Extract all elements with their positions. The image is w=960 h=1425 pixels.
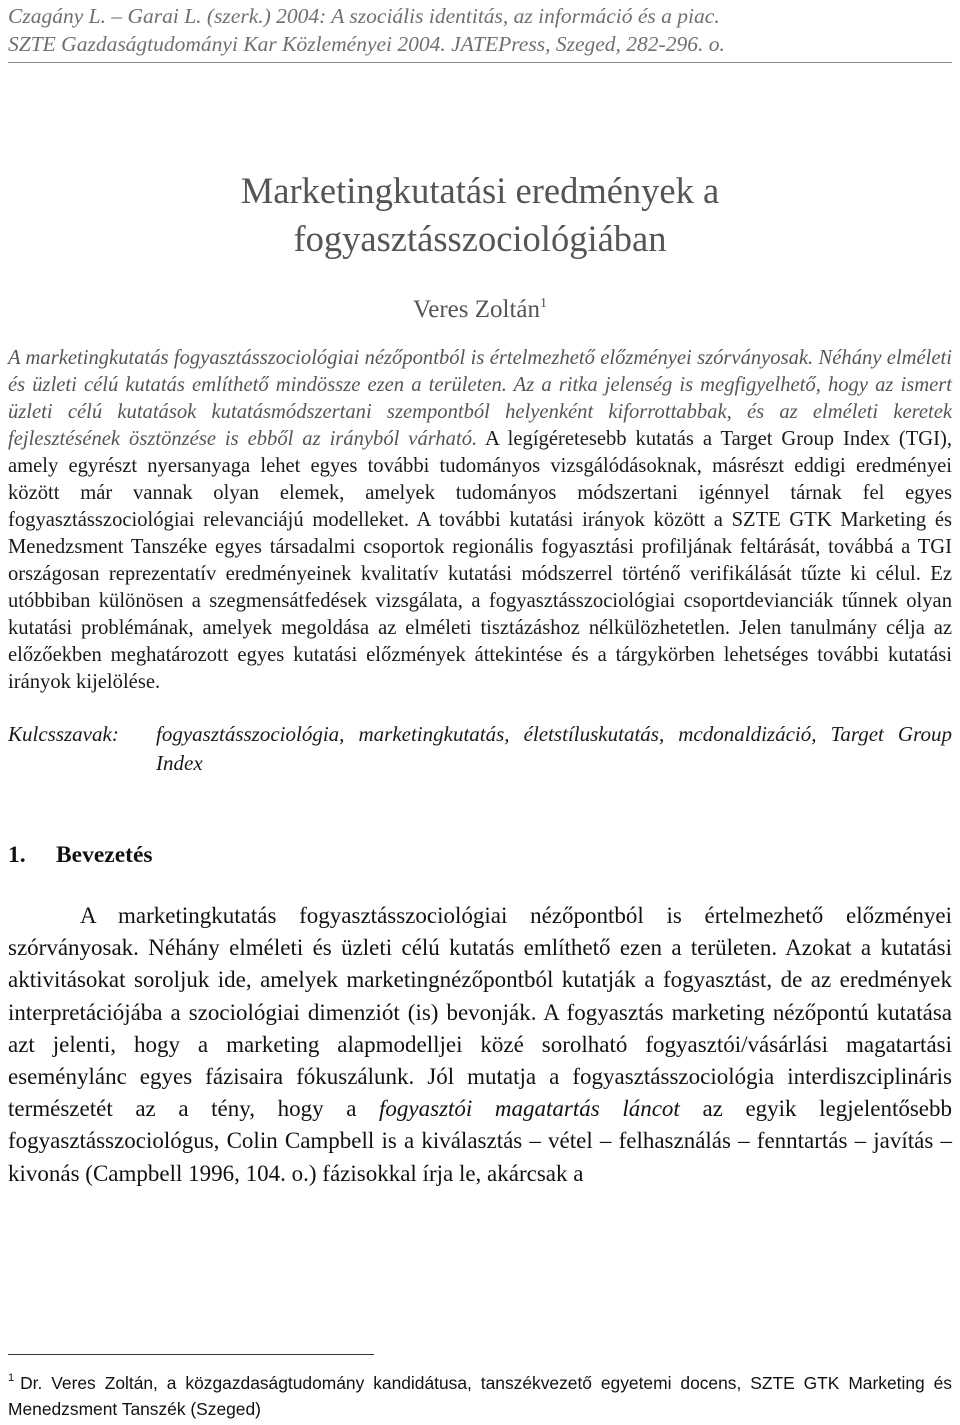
header-line-1: Czagány L. – Garai L. (szerk.) 2004: A szociális identitás, az információ és a piac. [8, 4, 720, 28]
running-header [8, 0, 952, 63]
footnote-mark: 1 [8, 1372, 15, 1384]
section-number: 1. [8, 842, 26, 868]
body-emphasis: fogyasztói magatartás láncot [379, 1096, 680, 1122]
section-heading [8, 840, 952, 870]
paper-title [8, 167, 952, 263]
footnote-text: Dr. Veres Zoltán, a közgazdaságtudomány kandidátusa, tanszékvezető egyetemi docens, SZTE GTK Marketing és Menedzsment Tanszék (Szeged) [8, 1373, 952, 1419]
title-line-2: fogyasztásszociológiában [293, 218, 667, 259]
author-name: Veres Zoltán [412, 296, 541, 323]
body-text-2: az egyik legjelentősebb fogyasztásszociológus, Colin Campbell is a kiválasztás – vétel – felhasználás – fenntartás – javítás – kivonás (Campbell 1996, 104. o.) fázisokkal írja le, akárcsak a [8, 1096, 953, 1186]
section-title: Bevezetés [56, 842, 153, 868]
keywords [8, 720, 952, 778]
header-line-2: SZTE Gazdaságtudományi Kar Közleményei 2004. JATEPress, Szeged, 282-296. o. [8, 32, 725, 56]
abstract-text: A legígéretesebb kutatás a Target Group Index (TGI), amely egyrészt nyersanyaga lehet egyes további tudományos vizsgálódásoknak, másrészt eddigi eredményei között már vannak olyan elemek, amelyek tudományos módszertani igénnyel tárnak fel egyes fogyasztásszociológiai relevanciájú modelleket. A további kutatási irányok között a SZTE GTK Marketing és Menedzsment Tanszéke egyes társadalmi csoportok regionális fogyasztási profiljának feltárását, továbbá a TGI országosan reprezentatív eredményeinek kvalitatív kutatási módszerrel történő verifikálását tűzte ki célul. Ez utóbbiban különösen a szegmensátfedések vizsgálata, a fogyasztásszociológiai csoportdevianciák tűnnek olyan kutatási problémának, amelyek megoldása az elméleti tisztázáshoz nélkülözhetetlen. Jelen tanulmány célja az előzőekben meghatározott egyes kutatási előzmények áttekintése és a tárgykörben lehetséges további kutatási irányok kijelölése. [8, 428, 953, 693]
title-line-1: Marketingkutatási eredmények a [240, 170, 720, 211]
keywords-text: fogyasztásszociológia, marketingkutatás, életstíluskutatás, mcdonaldizáció, Target Group Index [156, 722, 952, 775]
author-footnote-mark: 1 [540, 296, 548, 311]
body-paragraph [8, 900, 952, 1190]
body-text-1: A marketingkutatás fogyasztásszociológiai nézőpontból is értelmezhető előzményei szórványosak. Néhány elméleti és üzleti célú kutatás említhető ezen a területen. Azokat a kutatási aktivitásokat soroljuk ide, amelyek marketingnézőpontból kutatják a fogyasztást, de az eredmények interpretációjába a szociológiai dimenziót (is) bevonják. A fogyasztás marketing nézőpontú kutatása azt jelenti, hogy a marketing alapmodelljei közé sorolható fogyasztói/vásárlási magatartási eseménylánc egyes fázisaira fókuszálunk. Jól mutatja a fogyasztásszociológia interdiszciplináris természetét az a tény, hogy a [8, 903, 952, 1122]
footnote-divider [8, 1354, 374, 1355]
abstract [8, 345, 952, 696]
abstract-italic-text: A marketingkutatás fogyasztásszociológiai nézőpontból is értelmezhető előzményei szórványosak. Néhány elméleti és üzleti célú kutatás említhető mindössze ezen a területen. Az a ritka jelenség is megfigyelhető, hogy az ismert üzleti célú kutatások kutatásmódszertani szempontból helyenként kiforrottabbak, és az elméleti keretek fejlesztésének ösztönzése is ebből az irányból várható. [8, 347, 952, 450]
footnote [8, 1365, 952, 1422]
keywords-label: Kulcsszavak: [8, 722, 119, 746]
author [8, 289, 952, 325]
